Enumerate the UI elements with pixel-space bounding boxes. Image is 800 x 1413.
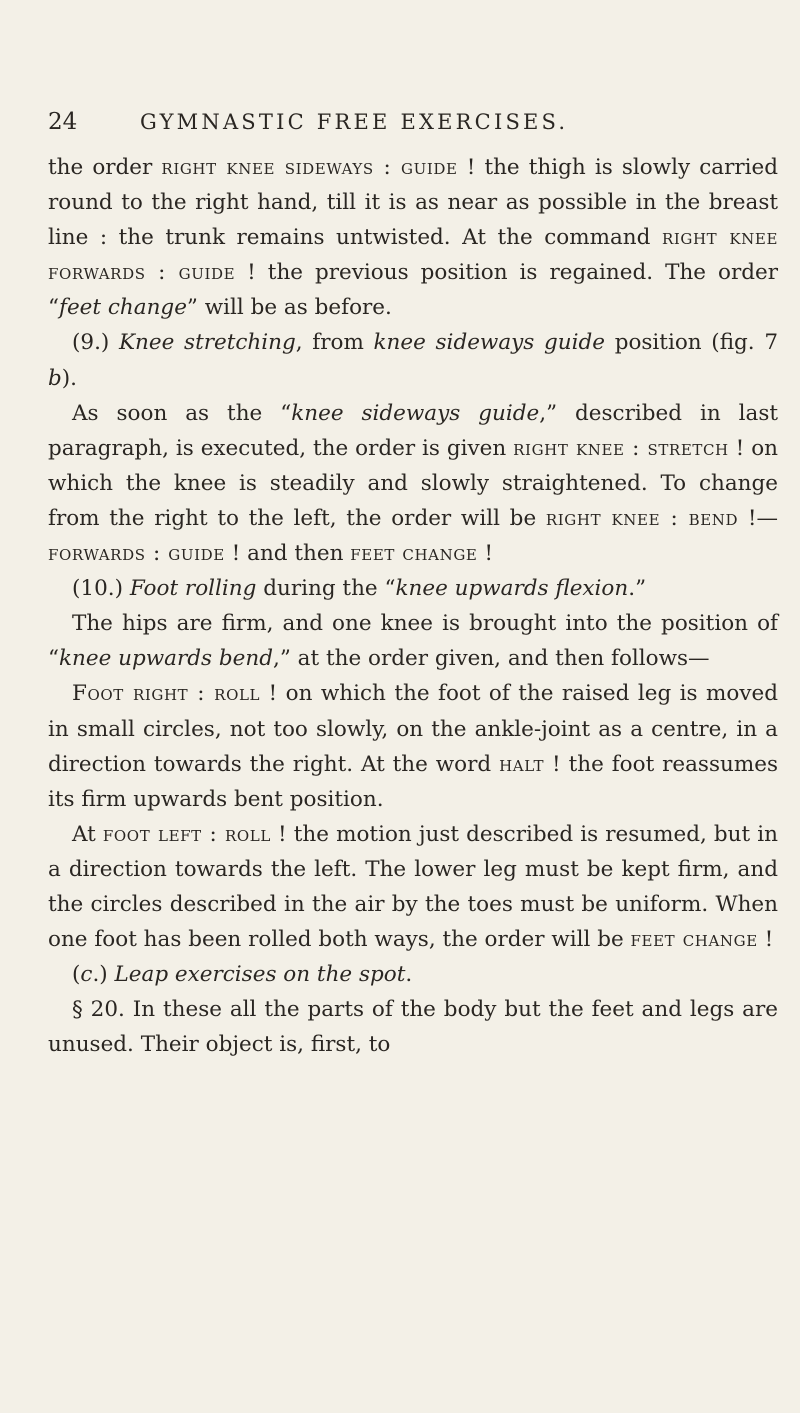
paragraph: (c.) Leap exercises on the spot. [72, 962, 413, 988]
paragraph: Foot right : roll ! on which the foot of the raised leg is moved in small circles, not too slowly, on the ankle-joint as a centre, in a direction towards the right. At the word halt ! the foot reassumes its firm upwards bent position. [48, 681, 778, 812]
command-text: halt [499, 751, 545, 777]
paragraph: At foot left : roll ! the motion just described is resumed, but in a direction towards the left. The lower leg must be kept firm, and the circles described in the air by the toes must be uniform. When one foot has been rolled both ways, the order will be feet change ! [48, 821, 778, 953]
section-heading: Foot rolling [129, 576, 257, 602]
command-text: right knee : bend [545, 505, 739, 531]
paragraph: As soon as the “knee sideways guide,” described in last paragraph, is executed, the order is given right knee : stretch ! on which the knee is steadily and slowly straightened. To change from the right to the left, the order will be right knee : bend !—forwards : guide ! and then feet change ! [48, 400, 779, 567]
command-text: right knee : stretch [513, 435, 729, 461]
command-text: right knee forwards : guide [48, 225, 779, 286]
italic-text: knee sideways guide [373, 330, 605, 356]
paragraph: (9.) Knee stretching, from knee sideways guide position (fig. 7 b). [48, 330, 778, 391]
command-text: feet change [630, 927, 758, 953]
command-text: feet change [350, 541, 478, 567]
command-text: Foot right : roll [72, 681, 261, 707]
paragraph: § 20. In these all the parts of the body but the feet and legs are unused. Their object is, first, to [48, 997, 778, 1058]
section-heading: Leap exercises on the spot [114, 962, 406, 988]
body-text [48, 150, 778, 1062]
command-text: right knee sideways : guide [161, 155, 458, 180]
section-heading: Knee stretching [118, 330, 296, 356]
command-text: forwards : guide [48, 541, 225, 567]
italic-text: knee sideways guide [291, 400, 540, 426]
paragraph: The hips are firm, and one knee is brought into the position of “knee upwards bend,” at the order given, and then follows— [48, 611, 778, 672]
page-number: 24 [48, 109, 78, 135]
italic-text: b [48, 365, 62, 391]
paragraph: (10.) Foot rolling during the “knee upwards flexion.” [72, 576, 647, 602]
italic-text: feet change [59, 295, 187, 321]
running-head: GYMNASTIC FREE EXERCISES. [140, 110, 569, 134]
italic-text: knee upwards flexion [395, 576, 629, 602]
italic-text: knee upwards bend [59, 646, 273, 672]
command-text: foot left : roll [102, 821, 271, 847]
page-header [48, 104, 778, 140]
italic-text: c [80, 962, 93, 988]
paragraph: the order right knee sideways : guide ! the thigh is slowly carried round to the right hand, till it is as near as possible in the breast line : the trunk remains untwisted. At the command right knee forwards : guide ! the previous position is regained. The order “feet change” will be as before. [48, 155, 779, 321]
